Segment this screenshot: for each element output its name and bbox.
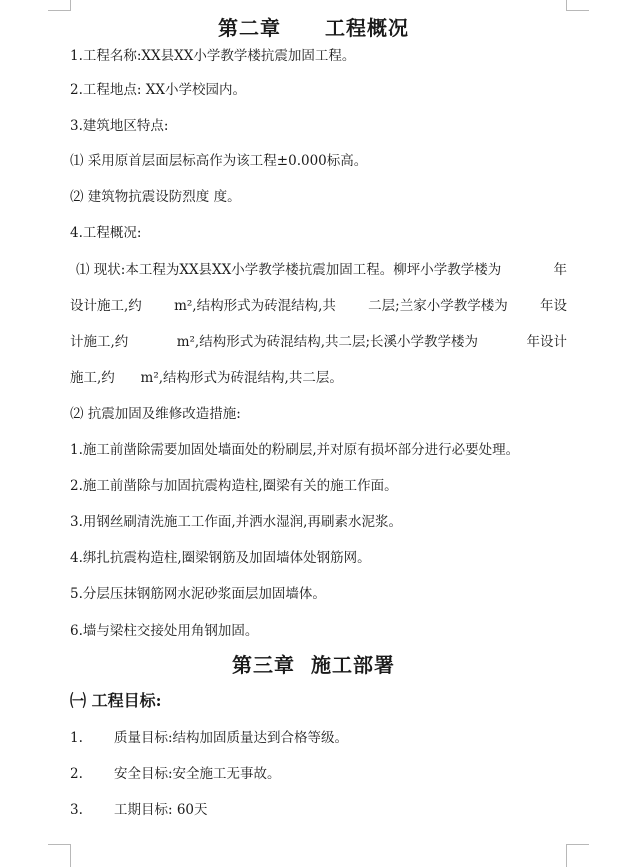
goal-number: 2. — [70, 766, 83, 782]
margin-corner-bottom-left — [48, 844, 71, 867]
overview-text: ⑴ 现状:本工程为XX县XX小学教学楼抗震加固工程。柳坪小学教学楼为 — [76, 262, 502, 278]
overview-text: m²,结构形式为砖混结构,共二层;长溪小学教学楼为 — [176, 334, 479, 350]
margin-corner-top-left — [48, 0, 71, 11]
seismic-intensity: ⑵ 建筑物抗震设防烈度 度。 — [70, 189, 241, 205]
goal-text: 工期目标: 60天 — [114, 802, 208, 818]
goal-item — [70, 798, 208, 818]
chapter3-title: 第三章 施工部署 — [232, 653, 395, 677]
chapter2-number: 第二章 — [218, 16, 281, 40]
project-location: 2.工程地点: XX小学校园内。 — [70, 82, 246, 98]
goal-text: 安全目标:安全施工无事故。 — [114, 766, 281, 782]
overview-line-3 — [70, 330, 567, 350]
overview-line-2 — [70, 294, 567, 314]
chapter2-name: 工程概况 — [325, 16, 409, 40]
overview-text: 年 — [553, 262, 567, 278]
goal-number: 3. — [70, 802, 83, 818]
margin-corner-top-right — [566, 0, 589, 11]
measure-item: 3.用钢丝刷清洗施工工作面,并洒水湿润,再刷素水泥浆。 — [70, 514, 402, 530]
chapter2-title — [0, 12, 627, 41]
overview-heading: 4.工程概况: — [70, 225, 142, 241]
measure-item: 5.分层压抹钢筋网水泥砂浆面层加固墙体。 — [70, 586, 326, 602]
overview-text: m²,结构形式为砖混结构,共 — [174, 298, 336, 314]
overview-text: 设计施工,约 — [70, 298, 142, 314]
goal-item — [70, 726, 348, 746]
overview-text: 二层;兰家小学教学楼为 — [368, 298, 508, 314]
overview-text: 年设计 — [526, 334, 567, 350]
goal-text: 质量目标:结构加固质量达到合格等级。 — [114, 730, 349, 746]
area-features-heading: 3.建筑地区特点: — [70, 118, 169, 134]
measure-item: 1.施工前凿除需要加固处墙面处的粉刷层,并对原有损坏部分进行必要处理。 — [70, 442, 520, 458]
goal-item — [70, 762, 281, 782]
section-goals-heading: ㈠ 工程目标: — [70, 691, 162, 710]
measure-item: 6.墙与梁柱交接处用角钢加固。 — [70, 623, 259, 639]
overview-line-4: 施工,约 m²,结构形式为砖混结构,共二层。 — [70, 370, 343, 386]
overview-text: 计施工,约 — [70, 334, 129, 350]
overview-text: 年设 — [540, 298, 567, 314]
measure-item: 2.施工前凿除与加固抗震构造柱,圈梁有关的施工作面。 — [70, 478, 398, 494]
overview-line-1 — [76, 258, 567, 278]
measure-item: 4.绑扎抗震构造柱,圈梁钢筋及加固墙体处钢筋网。 — [70, 550, 371, 566]
project-name: 1.工程名称:XX县XX小学教学楼抗震加固工程。 — [70, 48, 356, 64]
margin-corner-bottom-right — [566, 844, 589, 867]
goal-number: 1. — [70, 730, 83, 746]
elevation-note: ⑴ 采用原首层面层标高作为该工程±0.000标高。 — [70, 153, 368, 169]
measures-heading: ⑵ 抗震加固及维修改造措施: — [70, 406, 241, 422]
